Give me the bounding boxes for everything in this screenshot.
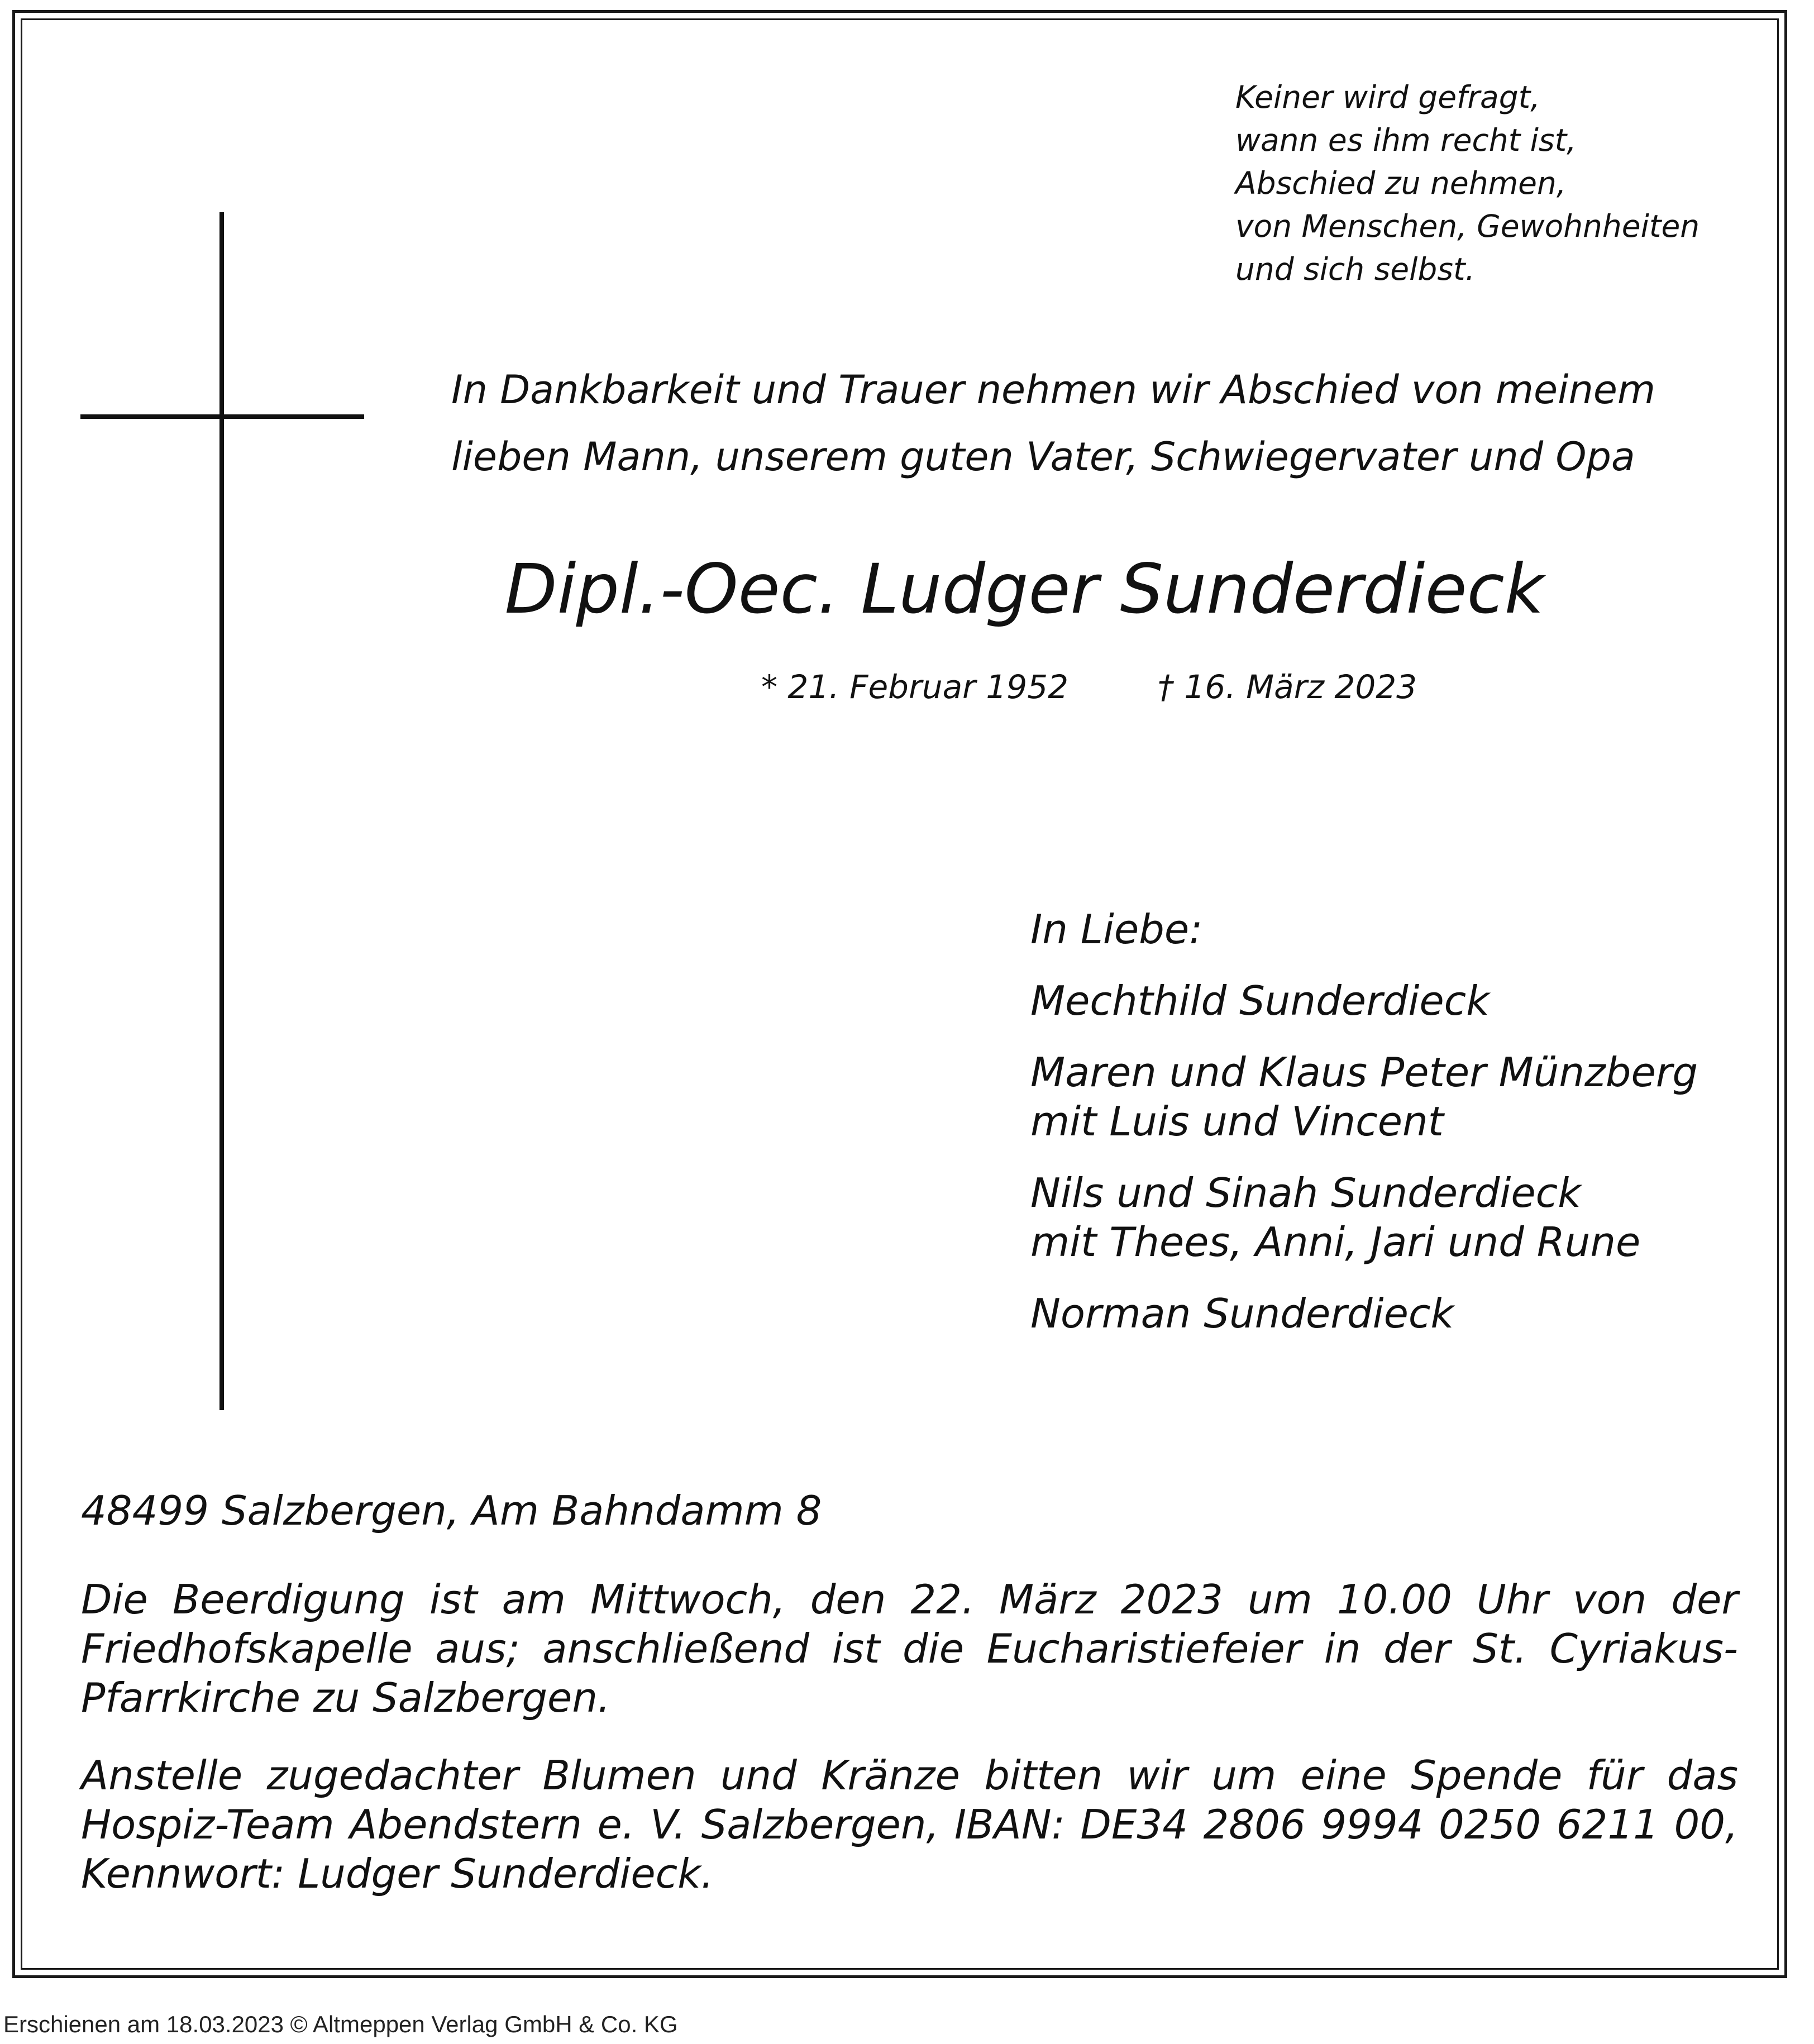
cross-horizontal-bar	[80, 414, 364, 419]
intro-text	[451, 356, 1655, 490]
poem-line: von Menschen, Gewohnheiten	[1235, 208, 1700, 244]
funeral-notice: Die Beerdigung ist am Mittwoch, den 22. März 2023 um 10.00 Uhr von der Friedhofskapelle aus; anschließend ist die Eucharistiefeier in der St. Cyriakus-Pfarrkirche zu Salzbergen.	[81, 1576, 1738, 1721]
mourner-group	[1030, 1289, 1698, 1338]
birth-date: * 21. Februar 1952	[761, 668, 1069, 706]
mourner-line: Maren und Klaus Peter Münzberg	[1030, 1049, 1698, 1096]
mourner-group	[1030, 976, 1698, 1025]
publication-footer: Erschienen am 18.03.2023 © Altmeppen Verlag GmbH & Co. KG	[3, 2011, 678, 2037]
mourners-heading: In Liebe:	[1030, 906, 1203, 953]
intro-line: In Dankbarkeit und Trauer nehmen wir Abschied von meinem	[451, 367, 1656, 413]
mourner-line: Norman Sunderdieck	[1030, 1290, 1454, 1337]
death-date: † 16. März 2023	[1158, 668, 1417, 706]
poem-line: und sich selbst.	[1235, 251, 1476, 287]
poem-line: Abschied zu nehmen,	[1235, 165, 1567, 201]
deceased-name: Dipl.-Oec. Ludger Sunderdieck	[504, 550, 1544, 629]
mourner-line: mit Thees, Anni, Jari und Rune	[1030, 1219, 1641, 1265]
mourner-line: Nils und Sinah Sunderdieck	[1030, 1169, 1581, 1216]
address: 48499 Salzbergen, Am Bahndamm 8	[81, 1487, 822, 1534]
poem-line: Keiner wird gefragt,	[1235, 79, 1540, 115]
mourners-list	[1030, 905, 1698, 1360]
mourner-group	[1030, 1048, 1698, 1146]
poem	[1235, 76, 1700, 291]
poem-line: wann es ihm recht ist,	[1235, 122, 1577, 158]
mourner-group	[1030, 1168, 1698, 1267]
mourner-line: mit Luis und Vincent	[1030, 1098, 1444, 1145]
cross-vertical-bar	[219, 212, 224, 1410]
donation-notice: Anstelle zugedachter Blumen und Kränze bitten wir um eine Spende für das Hospiz-Team Abendstern e. V. Salzbergen, IBAN: DE34 2806 9994 0250 6211 00, Kennwort: Ludger Sunderdieck.	[81, 1752, 1738, 1897]
intro-line: lieben Mann, unserem guten Vater, Schwiegervater und Opa	[451, 434, 1635, 480]
mourner-line: Mechthild Sunderdieck	[1030, 977, 1490, 1024]
